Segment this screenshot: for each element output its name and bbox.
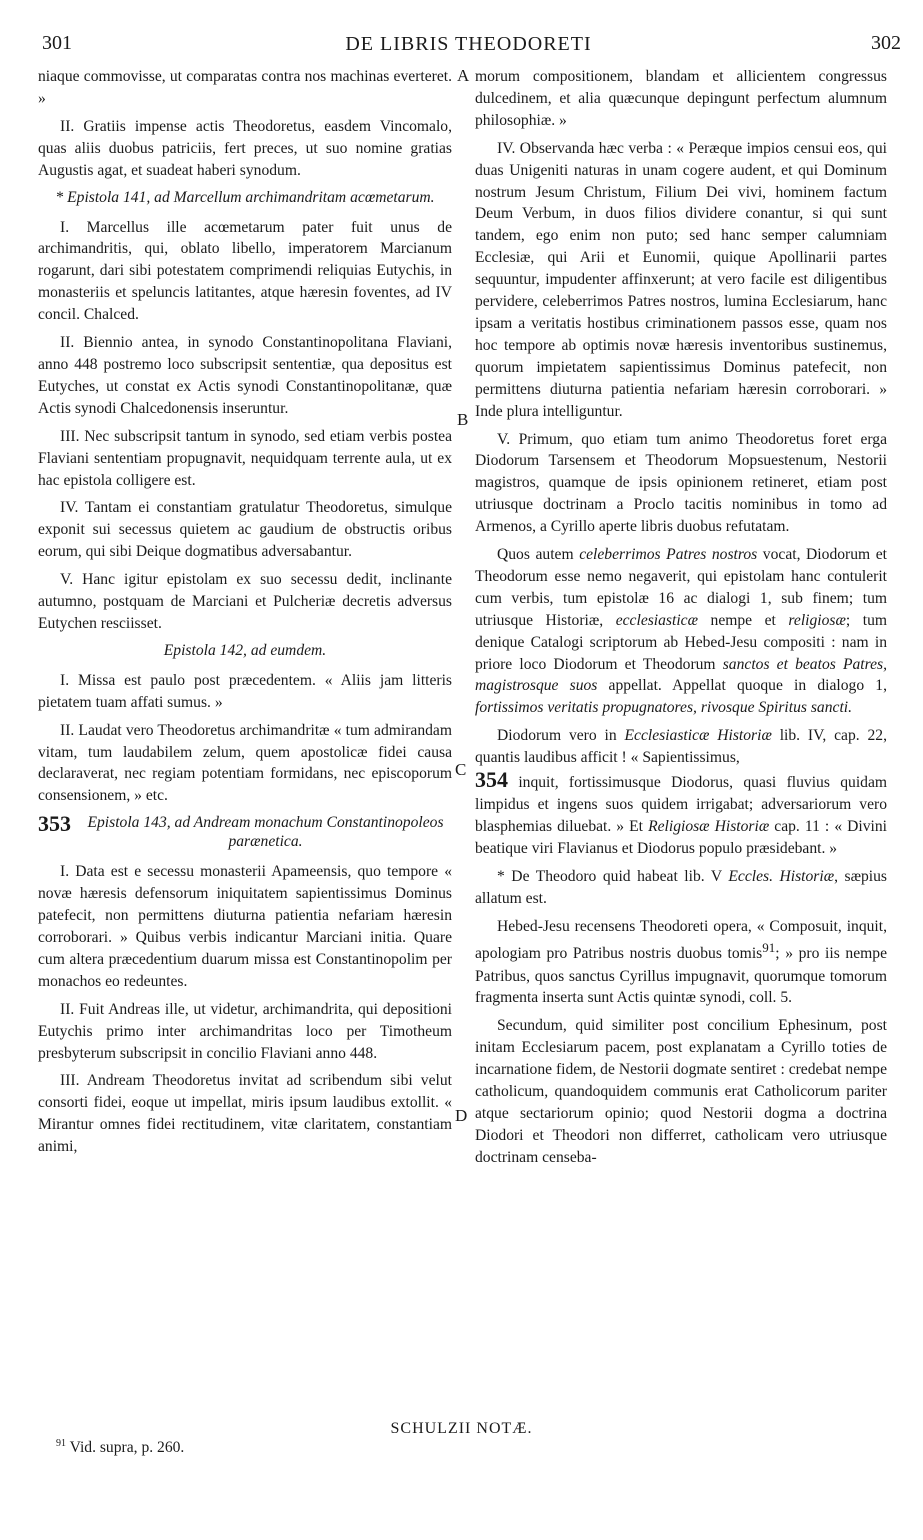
- footnote-text: Vid. supra, p. 260.: [66, 1439, 185, 1457]
- paragraph: V. Primum, quo etiam tum animo Theodoretus foret erga Diodorum Tarsensem et Theodorum Mopsuestenum, Nestorii magistros, quamque de ipsis opinionem retineret, etiam post utriusque doctrinam a Proclo tacitis nominibus in tomo ad Armenos, a Cyrillo aperte libris duobus refutatam.: [475, 430, 887, 536]
- footnote: [56, 1438, 184, 1457]
- paragraph: I. Marcellus ille acœmetarum pater fuit unus de archimandritis, qui, oblato libello, imperatorem Marcianum rogarunt, dari sibi potestatem comprimendi reliquias Eutychis, in monasteriis et speluncis latitantes, atque hæresin foventes, ad IV concil. Chalced.: [38, 218, 452, 324]
- paragraph: * De Theodoro quid habeat lib. V Eccles. Historiæ, sæpius allatum est.: [475, 867, 887, 907]
- left-page-number: 301: [42, 32, 72, 54]
- running-title: DE LIBRIS THEODORETI: [345, 33, 592, 55]
- footnote-number: 91: [56, 1438, 66, 1449]
- margin-letter-d: D: [455, 1106, 468, 1125]
- paragraph: I. Data est e secessu monasterii Apameensis, quo tempore « novæ hæresis defensorum iniquitatem sapientissimus Dominus patefecit, non permittens diuturna patientia nefariam hæresin corroborari. » Quibus verbis indicantur Marciani initia. Quare cum altera præcedentium duarum missa est Constantinopolim per monachos eo redeuntes.: [38, 863, 452, 990]
- paragraph: Secundum, quid similiter post concilium Ephesinum, post initam Ecclesiarum pacem, post explanatam a Cyrillo toties de incarnatione fidem, de Nestorii dogmate sentiret : credebat nempe catholicum, quandoquidem communis erat Catholicorum pariter atque sectariorum opinio; quod Nestorii dogma a doctrina Diodori et Theodori non differret, catholicam vero utriusque doctrinam censeba-: [475, 1017, 887, 1166]
- paragraph: I. Missa est paulo post præcedentem. « Aliis jam litteris pietatem tuam affati sumus. »: [38, 671, 452, 711]
- paragraph: niaque commovisse, ut comparatas contra nos machinas everteret. »: [38, 68, 452, 107]
- section-heading-block: [38, 813, 452, 851]
- left-column: [38, 66, 452, 1164]
- right-page-number: 302: [871, 32, 901, 54]
- paragraph: IV. Tantam ei constantiam gratulatur Theodoretus, simulque exponit sui secessus quietem ac gaudium de obstructis oribus eorum, qui sibi Deique dogmatibus adversabantur.: [38, 499, 452, 561]
- notes-heading: SCHULZII NOTÆ.: [390, 1420, 533, 1437]
- paragraph: Quos autem celeberrimos Patres nostros vocat, Diodorum et Theodorum esse nemo negaverit, qui epistolam hanc contulerit cum verbis, tum epistolæ 16 ac dialogi 1, sub finem; tum utriusque Historiæ, ecclesiasticæ nempe et religiosæ; tum denique Catalogi scriptorum ab Hebed-Jesu compositi : nam in priore loco Diodorum et Theodorum sanctos et beatos Patres, magistrosque suos appellat. Appellat quoque in dialogo 1, fortissimos veritatis propugnatores, rivosque Spiritus sancti.: [475, 546, 888, 717]
- right-column: [475, 66, 887, 1175]
- column-number-354: 354: [475, 767, 508, 793]
- paragraph: II. Gratiis impense actis Theodoretus, easdem Vincomalo, quas aliis duobus patriciis, fert preces, ut suo nomine gratias Augustis agat, et suadeat haberi synodum.: [38, 117, 452, 179]
- paragraph: II. Fuit Andreas ille, ut videtur, archimandrita, qui depositioni Eutychis primo inter archimandritas loco per Timotheum presbyterum subscripsit in concilio Flaviani anno 448.: [38, 1000, 452, 1062]
- paragraph: IV. Observanda hæc verba : « Peræque impios censui eos, qui duas Unigeniti naturas in unam cogere audent, et qui Dominum nostrum Jesum Christum, Filium Dei vivi, hominem factum Deum Verbum, in duos filios dividere conantur, si qui sunt tandem, ego enim non puto; sed hanc semper calumniam Ecclesiæ, qui Arii et Eunomii, quique Apollinarii partes sequuntur, impudenter affinxerunt; at vero facile est diligentibus pervidere, celeberrimos Patres nostros, lumina Ecclesiarum, hanc ipsam a veritatis hostibus criminationem passos esse, quam nos hoc tempore ab optimis novæ hæresis inventoribus sustinemus, quorum impietatem sapientissimus Dominus patefecit, non permittens diuturna patientia nefariam hæresin corroborari. » Inde plura intelliguntur.: [475, 139, 887, 420]
- paragraph: V. Hanc igitur epistolam ex suo secessu dedit, inclinante autumno, postquam de Marciani et Pulcheriæ decretis adversus Eutychen resciisset.: [38, 571, 452, 632]
- footnote-ref[interactable]: 91: [762, 940, 776, 956]
- paragraph: Diodorum vero in Ecclesiasticæ Historiæ lib. IV, cap. 22, quantis laudibus afficit ! « Sapientissimus, 354 inquit, fortissimusque Diodorus, quasi fluvius quidam limpidus et ingens suos quidem irrigabat; adversariorum vero blasphemias diluebat. » Et Religiosæ Historiæ cap. 11 : « Divini beatique viri Flavianus et Diodorus populo præsidebant. »: [475, 727, 888, 857]
- section-heading: * Epistola 141, ad Marcellum archimandritam acœmetarum.: [55, 188, 435, 206]
- paragraph: morum compositionem, blandam et allicientem congressus dulcedinem, et alia quæcunque depingunt perfectum alumnum philosophiæ. »: [475, 68, 887, 129]
- margin-letter-a: A: [457, 66, 470, 85]
- paragraph: III. Nec subscripsit tantum in synodo, sed etiam verbis postea Flaviani sententiam propugnavit, nequidquam terrente aula, ut ex hac epistola colligere est.: [38, 427, 452, 489]
- section-heading: Epistola 143, ad Andream monachum Constantinopoleos parænetica.: [87, 814, 444, 851]
- page-header: [36, 32, 901, 62]
- column-number-353: 353: [38, 811, 71, 837]
- margin-letter-c: C: [455, 760, 467, 779]
- paragraph: II. Biennio antea, in synodo Constantinopolitana Flaviani, anno 448 postremo loco subscripsit sententiæ, qua depositus est Eutyches, ut constat ex Actis synodi Constantinopolitanæ, quæ Actis synodi Chalcedonensis inseruntur.: [38, 334, 452, 417]
- margin-letter-b: B: [457, 410, 469, 429]
- paragraph: III. Andream Theodoretus invitat ad scribendum sibi velut consorti fidei, eoque ut impellat, miris ipsum laudibus extollit. « Mirantur omnes fidei rectitudinem, vitæ claritatem, constantiam animi,: [38, 1072, 452, 1156]
- paragraph: II. Laudat vero Theodoretus archimandritæ « tum admirandam vitam, tum laudabilem zelum, quem apostolicæ fidei causa declaraverat, nec regiam potentiam formidans, nec episcoporum consensionem, » etc.: [38, 721, 452, 805]
- paragraph: Hebed-Jesu recensens Theodoreti opera, « Composuit, inquit, apologiam pro Patribus nostris duobus tomis$^{91}$; » pro iis nempe Patribus, quos sanctus Cyrillus impugnavit, quorumque tomorum fragmenta inserta sunt Actis quintæ synodi, coll. 5.: [475, 917, 887, 1007]
- section-heading: Epistola 142, ad eumdem.: [163, 641, 327, 659]
